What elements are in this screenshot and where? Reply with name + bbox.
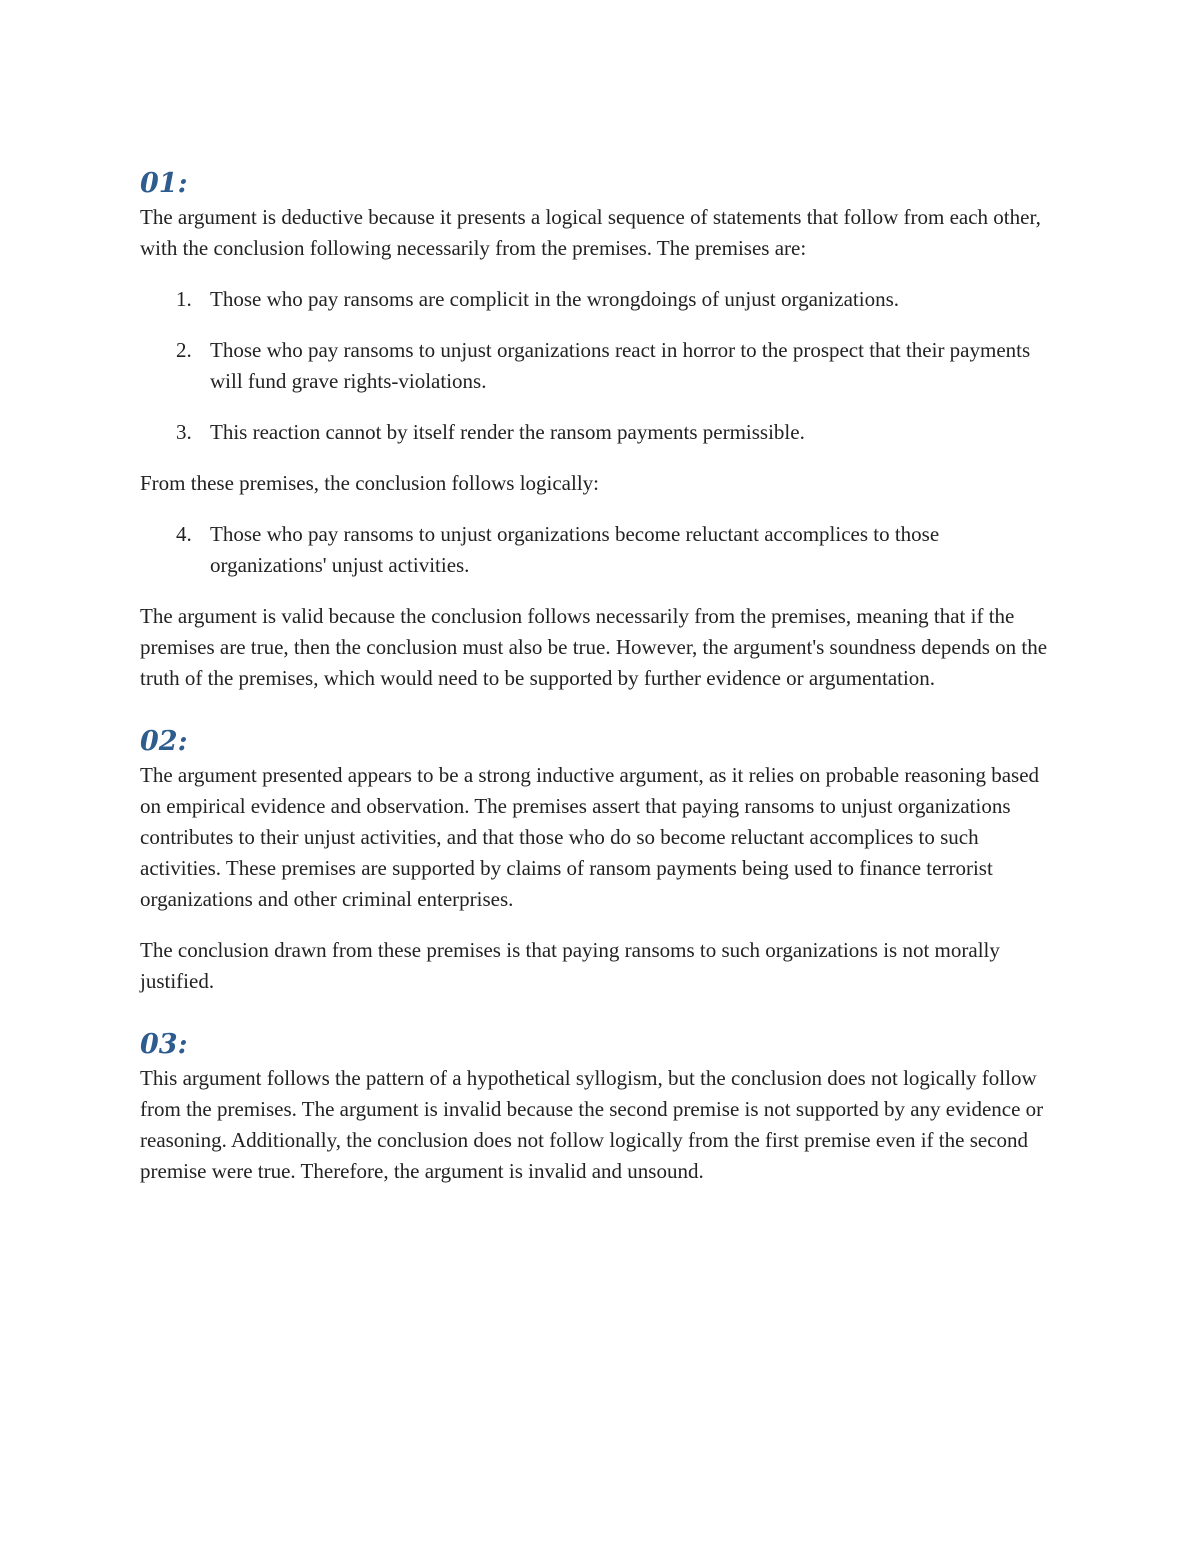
list-item — [140, 335, 1060, 397]
section-heading-02: 02: — [140, 726, 188, 757]
section-02-paragraph: The conclusion drawn from these premises is that paying ransoms to such organizations is not morally justified. — [140, 938, 1000, 993]
list-text: Those who pay ransoms are complicit in the wrongdoings of unjust organizations. — [210, 287, 899, 311]
section-spacer — [140, 1017, 1060, 1027]
section-heading-01: 01: — [140, 168, 188, 199]
list-number: 1. — [176, 287, 192, 311]
list-item — [140, 417, 1060, 448]
list-number: 2. — [176, 338, 192, 362]
section-spacer — [140, 714, 1060, 724]
list-item — [140, 519, 1060, 581]
document-page — [140, 166, 1060, 1207]
section-01-intro: The argument is deductive because it presents a logical sequence of statements that follow from each other, with the conclusion following necessarily from the premises. The premises are: — [140, 205, 1041, 260]
list-text: Those who pay ransoms to unjust organizations become reluctant accomplices to those organizations' unjust activities. — [210, 522, 940, 577]
list-number: 3. — [176, 420, 192, 444]
list-item — [140, 284, 1060, 315]
section-01-bridge: From these premises, the conclusion follows logically: — [140, 471, 600, 495]
list-number: 4. — [176, 522, 192, 546]
section-02-paragraph: The argument presented appears to be a strong inductive argument, as it relies on probable reasoning based on empirical evidence and observation. The premises assert that paying ransoms to unjust organizations contributes to their unjust activities, and that those who do so become reluctant accomplices to such activities. These premises are supported by claims of ransom payments being used to finance terrorist organizations and other criminal enterprises. — [140, 763, 1040, 911]
section-heading-03: 03: — [140, 1029, 188, 1060]
section-01-closing: The argument is valid because the conclusion follows necessarily from the premises, meaning that if the premises are true, then the conclusion must also be true. However, the argument's soundness depends on the truth of the premises, which would need to be supported by further evidence or argumentation. — [140, 604, 1048, 690]
list-text: This reaction cannot by itself render the ransom payments permissible. — [210, 420, 805, 444]
list-text: Those who pay ransoms to unjust organizations react in horror to the prospect that their payments will fund grave rights-violations. — [210, 338, 1031, 393]
section-03-paragraph: This argument follows the pattern of a hypothetical syllogism, but the conclusion does not logically follow from the premises. The argument is invalid because the second premise is not supported by any evidence or reasoning. Additionally, the conclusion does not follow logically from the first premise even if the second premise were true. Therefore, the argument is invalid and unsound. — [140, 1066, 1044, 1183]
premises-list — [140, 284, 1060, 448]
conclusion-list — [140, 519, 1060, 581]
